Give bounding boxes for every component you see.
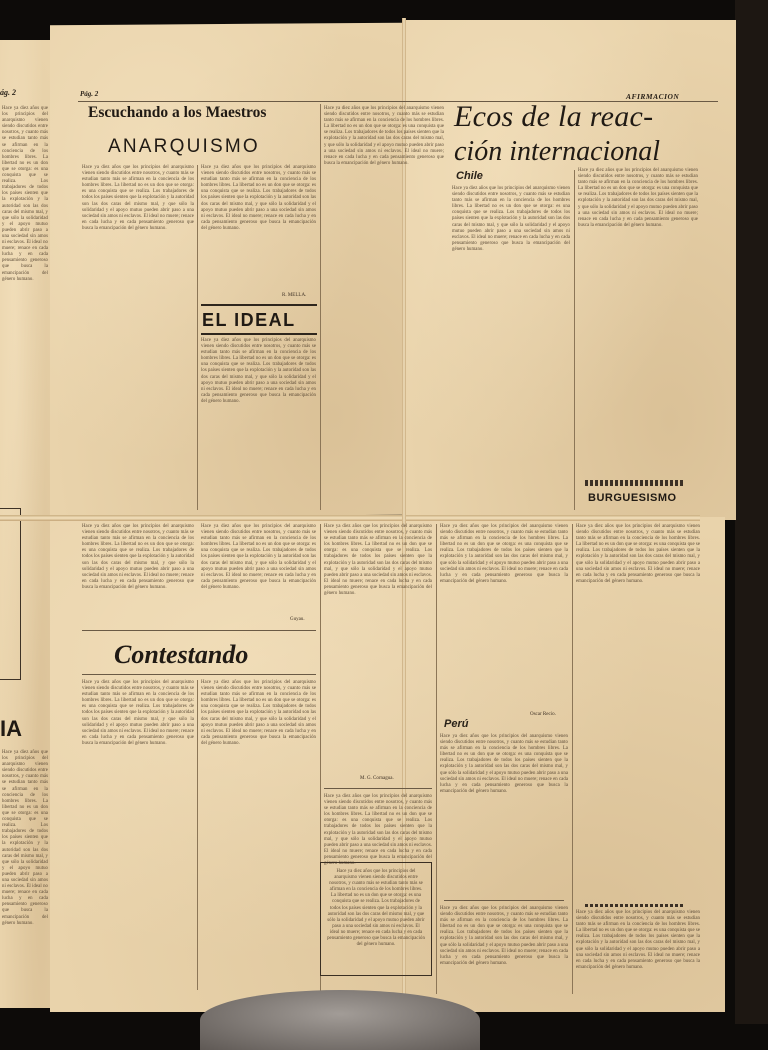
ideal-signature: Guyau. xyxy=(290,617,305,622)
center-col-lower: Hace ya diez años que los principios del anarquismo vienen siendo discutidos entre nosotros, y cuanto más se estudian tanto más se afirman en la conciencia de los hombres libres. La libertad no es un don que se otorga: es una conquista que se realiza. Los trabajadores de todos los países sienten que la explotación y la autoridad son las dos caras del mismo mal, y que sólo la solidaridad y el apoyo mutuo pueden abrir paso a una sociedad sin amos ni esclavos. El ideal no muere; renace en cada lucha y en cada pensamiento generoso que busca la emancipación del género humano. xyxy=(324,524,432,597)
col-divider-2 xyxy=(320,104,321,510)
ecos-col1-lower: Hace ya diez años que los principios del anarquismo vienen siendo discutidos entre nosotros, y cuanto más se estudian tanto más se afirman en la conciencia de los hombres libres. La libertad no es un don que se otorga: es una conquista que se realiza. Los trabajadores de todos los países sienten que la explotación y la autoridad son las dos caras del mismo mal, y que sólo la solidaridad y el apoyo mutuo pueden abrir paso a una sociedad sin amos ni esclavos. El ideal no muere; renace en cada lucha y en cada pensamiento generoso que busca la emancipación del género humano. xyxy=(440,524,568,584)
anarquismo-title: ANARQUISMO xyxy=(108,136,260,157)
ecos-chile-signature: Oscar Recio. xyxy=(530,712,556,717)
masthead: AFIRMACION xyxy=(626,92,680,101)
cloth-bottom xyxy=(200,990,480,1050)
center-col-upper: Hace ya diez años que los principios del anarquismo vienen siendo discutidos entre nosotros, y cuanto más se estudian tanto más se afirman en la conciencia de los hombres libres. La libertad no es un don que se otorga: es una conquista que se realiza. Los trabajadores de todos los países sienten que la explotación y la autoridad son las dos caras del mismo mal, y que sólo la solidaridad y el apoyo mutuo pueden abrir paso a una sociedad sin amos ni esclavos. El ideal no muere; renace en cada lucha y en cada pensamiento generoso que busca la emancipación del género humano. xyxy=(324,106,444,166)
ecos-section-peru: Perú xyxy=(444,718,469,730)
col-divider-6 xyxy=(436,524,437,994)
horizontal-fold xyxy=(0,515,700,521)
center-divider-mid xyxy=(324,788,432,789)
col-divider-7 xyxy=(572,524,573,994)
boxed-notice-text: Hace ya diez años que los principios del anarquismo vienen siendo discutidos entre nosotros, y cuanto más se estudian tanto más se afirman en la conciencia de los hombres libres. La libertad no es un don que se otorga: es una conquista que se realiza. Los trabajadores de todos los países sienten que la explotación y la autoridad son las dos caras del mismo mal, y que sólo la solidaridad y el apoyo mutuo pueden abrir paso a una sociedad sin amos ni esclavos. El ideal no muere; renace en cada lucha y en cada pensamiento generoso que busca la emancipación del género humano. xyxy=(327,869,425,948)
contestando-col2: Hace ya diez años que los principios del anarquismo vienen siendo discutidos entre nosotros, y cuanto más se estudian tanto más se afirman en la conciencia de los hombres libres. La libertad no es un don que se otorga: es una conquista que se realiza. Los trabajadores de todos los países sienten que la explotación y la autoridad son las dos caras del mismo mal, y que sólo la solidaridad y el apoyo mutuo pueden abrir paso a una sociedad sin amos ni esclavos. El ideal no muere; renace en cada lucha y en cada pensamiento generoso que busca la emancipación del género humano. xyxy=(201,680,316,746)
anarquismo-col1: Hace ya diez años que los principios del anarquismo vienen siendo discutidos entre nosotros, y cuanto más se estudian tanto más se afirman en la conciencia de los hombres libres. La libertad no es un don que se otorga: es una conquista que se realiza. Los trabajadores de todos los países sienten que la explotación y la autoridad son las dos caras del mismo mal, y que sólo la solidaridad y el apoyo mutuo pueden abrir paso a una sociedad sin amos ni esclavos. El ideal no muere; renace en cada lucha y en cada pensamiento generoso que busca la emancipación del género humano. xyxy=(82,165,194,231)
ideal-col-lower: Hace ya diez años que los principios del anarquismo vienen siendo discutidos entre nosotros, y cuanto más se estudian tanto más se afirman en la conciencia de los hombres libres. La libertad no es un don que se otorga: es una conquista que se realiza. Los trabajadores de todos los países sienten que la explotación y la autoridad son las dos caras del mismo mal, y que sólo la solidaridad y el apoyo mutuo pueden abrir paso a una sociedad sin amos ni esclavos. El ideal no muere; renace en cada lucha y en cada pensamiento generoso que busca la emancipación del género humano. xyxy=(201,524,316,590)
boxed-notice xyxy=(320,862,432,976)
burguesismo-title: BURGUESISMO xyxy=(588,492,677,504)
anarquismo-col1-lower: Hace ya diez años que los principios del anarquismo vienen siendo discutidos entre nosotros, y cuanto más se estudian tanto más se afirman en la conciencia de los hombres libres. La libertad no es un don que se otorga: es una conquista que se realiza. Los trabajadores de todos los países sienten que la explotación y la autoridad son las dos caras del mismo mal, y que sólo la solidaridad y el apoyo mutuo pueden abrir paso a una sociedad sin amos ni esclavos. El ideal no muere; renace en cada lucha y en cada pensamiento generoso que busca la emancipación del género humano. xyxy=(82,524,194,590)
anarquismo-col2: Hace ya diez años que los principios del anarquismo vienen siendo discutidos entre nosotros, y cuanto más se estudian tanto más se afirman en la conciencia de los hombres libres. La libertad no es un don que se otorga: es una conquista que se realiza. Los trabajadores de todos los países sienten que la explotación y la autoridad son las dos caras del mismo mal, y que sólo la solidaridad y el apoyo mutuo pueden abrir paso a una sociedad sin amos ni esclavos. El ideal no muere; renace en cada lucha y en cada pensamiento generoso que busca la emancipación del género humano. xyxy=(201,165,316,231)
page-number: Pág. 2 xyxy=(80,90,99,98)
left-page-label: ág. 2 xyxy=(0,88,16,97)
ecos-col2-upper: Hace ya diez años que los principios del anarquismo vienen siendo discutidos entre nosotros, y cuanto más se estudian tanto más se afirman en la conciencia de los hombres libres. La libertad no es un don que se otorga: es una conquista que se realiza. Los trabajadores de todos los países sienten que la explotación y la autoridad son las dos caras del mismo mal, y que sólo la solidaridad y el apoyo mutuo pueden abrir paso a una sociedad sin amos ni esclavos. El ideal no muere; renace en cada lucha y en cada pensamiento generoso que busca la emancipación del género humano. xyxy=(578,168,698,228)
burguesismo-text-bottom: Hace ya diez años que los principios del anarquismo vienen siendo discutidos entre nosotros, y cuanto más se estudian tanto más se afirman en la conciencia de los hombres libres. La libertad no es un don que se otorga: es una conquista que se realiza. Los trabajadores de todos los países sienten que la explotación y la autoridad son las dos caras del mismo mal, y que sólo la solidaridad y el apoyo mutuo pueden abrir paso a una sociedad sin amos ni esclavos. El ideal no muere; renace en cada lucha y en cada pensamiento generoso que busca la emancipación del género humano. xyxy=(576,910,700,970)
ecos-section-chile: Chile xyxy=(456,170,483,182)
center-col-note: Hace ya diez años que los principios del anarquismo vienen siendo discutidos entre nosotros, y cuanto más se estudian tanto más se afirman en la conciencia de los hombres libres. La libertad no es un don que se otorga: es una conquista que se realiza. Los trabajadores de todos los países sienten que la explotación y la autoridad son las dos caras del mismo mal, y que sólo la solidaridad y el apoyo mutuo pueden abrir paso a una sociedad sin amos ni esclavos. El ideal no muere; renace en cada lucha y en cada pensamiento generoso que busca la emancipación del género humano. xyxy=(324,794,432,867)
ideal-col-upper: Hace ya diez años que los principios del anarquismo vienen siendo discutidos entre nosotros, y cuanto más se estudian tanto más se afirman en la conciencia de los hombres libres. La libertad no es un don que se otorga: es una conquista que se realiza. Los trabajadores de todos los países sienten que la explotación y la autoridad son las dos caras del mismo mal, y que sólo la solidaridad y el apoyo mutuo pueden abrir paso a una sociedad sin amos ni esclavos. El ideal no muere; renace en cada lucha y en cada pensamiento generoso que busca la emancipación del género humano. xyxy=(201,338,316,404)
col-divider-4 xyxy=(197,680,198,990)
ecos-title-line2: ción internacional xyxy=(454,136,661,167)
ecos-peru-rule xyxy=(444,900,564,901)
contestando-rule-bottom xyxy=(82,674,316,675)
col-divider-1 xyxy=(197,165,198,510)
ecos-col1-upper: Hace ya diez años que los principios del anarquismo vienen siendo discutidos entre nosotros, y cuanto más se estudian tanto más se afirman en la conciencia de los hombres libres. La libertad no es un don que se otorga: es una conquista que se realiza. Los trabajadores de todos los países sienten que la explotación y la autoridad son las dos caras del mismo mal, y que sólo la solidaridad y el apoyo mutuo pueden abrir paso a una sociedad sin amos ni esclavos. El ideal no muere; renace en cada lucha y en cada pensamiento generoso que busca la emancipación del género humano. xyxy=(452,186,570,252)
burguesismo-ornament xyxy=(585,480,685,486)
anarquismo-signature: R. MELLA. xyxy=(282,293,307,298)
left-page-boxed-frame xyxy=(0,508,21,680)
ecos-peru-text: Hace ya diez años que los principios del anarquismo vienen siendo discutidos entre nosotros, y cuanto más se estudian tanto más se afirman en la conciencia de los hombres libres. La libertad no es un don que se otorga: es una conquista que se realiza. Los trabajadores de todos los países sienten que la explotación y la autoridad son las dos caras del mismo mal, y que sólo la solidaridad y el apoyo mutuo pueden abrir paso a una sociedad sin amos ni esclavos. El ideal no muere; renace en cada lucha y en cada pensamiento generoso que busca la emancipación del género humano. xyxy=(440,734,568,794)
backdrop-right xyxy=(735,0,768,1024)
ideal-rule-top xyxy=(201,304,317,306)
contestando-col1: Hace ya diez años que los principios del anarquismo vienen siendo discutidos entre nosotros, y cuanto más se estudian tanto más se afirman en la conciencia de los hombres libres. La libertad no es un don que se otorga: es una conquista que se realiza. Los trabajadores de todos los países sienten que la explotación y la autoridad son las dos caras del mismo mal, y que sólo la solidaridad y el apoyo mutuo pueden abrir paso a una sociedad sin amos ni esclavos. El ideal no muere; renace en cada lucha y en cada pensamiento generoso que busca la emancipación del género humano. xyxy=(82,680,194,746)
bottom-ornament xyxy=(585,904,685,907)
col-divider-3 xyxy=(574,170,575,510)
maestros-kicker: Escuchando a los Maestros xyxy=(88,104,267,121)
left-page-heading-fragment: IA xyxy=(0,716,22,741)
ecos-col1-bottom: Hace ya diez años que los principios del anarquismo vienen siendo discutidos entre nosotros, y cuanto más se estudian tanto más se afirman en la conciencia de los hombres libres. La libertad no es un don que se otorga: es una conquista que se realiza. Los trabajadores de todos los países sienten que la explotación y la autoridad son las dos caras del mismo mal, y que sólo la solidaridad y el apoyo mutuo pueden abrir paso a una sociedad sin amos ni esclavos. El ideal no muere; renace en cada lucha y en cada pensamiento generoso que busca la emancipación del género humano. xyxy=(440,906,568,966)
left-page-text-bottom: Hace ya diez años que los principios del anarquismo vienen siendo discutidos entre nosotros, y cuanto más se estudian tanto más se afirman en la conciencia de los hombres libres. La libertad no es un don que se otorga: es una conquista que se realiza. Los trabajadores de todos los países sienten que la explotación y la autoridad son las dos caras del mismo mal, y que sólo la solidaridad y el apoyo mutuo pueden abrir paso a una sociedad sin amos ni esclavos. El ideal no muere; renace en cada lucha y en cada pensamiento generoso que busca la emancipación del género humano. xyxy=(2,750,48,926)
ideal-title: EL IDEAL xyxy=(202,310,296,330)
left-page-fragment xyxy=(0,40,52,1008)
ecos-title-line1: Ecos de la reac- xyxy=(454,100,654,133)
contestando-rule-top xyxy=(82,630,316,631)
contestando-title: Contestando xyxy=(114,640,249,669)
ideal-rule-bottom xyxy=(201,333,317,335)
burguesismo-text: Hace ya diez años que los principios del anarquismo vienen siendo discutidos entre nosotros, y cuanto más se estudian tanto más se afirman en la conciencia de los hombres libres. La libertad no es un don que se otorga: es una conquista que se realiza. Los trabajadores de todos los países sienten que la explotación y la autoridad son las dos caras del mismo mal, y que sólo la solidaridad y el apoyo mutuo pueden abrir paso a una sociedad sin amos ni esclavos. El ideal no muere; renace en cada lucha y en cada pensamiento generoso que busca la emancipación del género humano. xyxy=(576,524,700,584)
contestando-signature: M. G. Cornagua. xyxy=(360,776,394,781)
left-page-text-top: Hace ya diez años que los principios del anarquismo vienen siendo discutidos entre nosotros, y cuanto más se estudian tanto más se afirman en la conciencia de los hombres libres. La libertad no es un don que se otorga: es una conquista que se realiza. Los trabajadores de todos los países sienten que la explotación y la autoridad son las dos caras del mismo mal, y que sólo la solidaridad y el apoyo mutuo pueden abrir paso a una sociedad sin amos ni esclavos. El ideal no muere; renace en cada lucha y en cada pensamiento generoso que busca la emancipación del género humano. xyxy=(2,106,48,282)
